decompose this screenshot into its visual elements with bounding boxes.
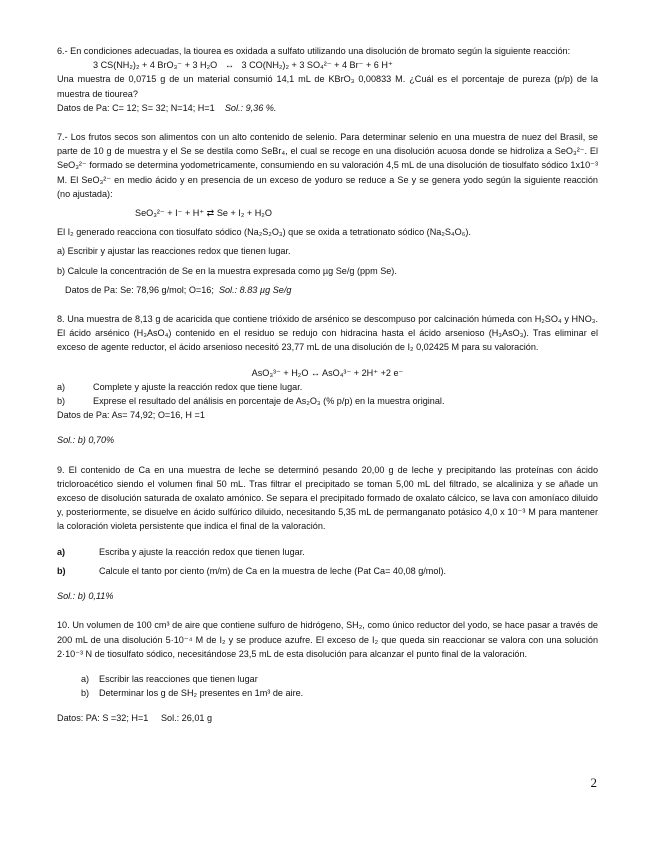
problem-8 [57, 312, 598, 448]
item-label: b) [57, 396, 66, 407]
problem-6-data-line [57, 101, 598, 115]
item-label: b) [57, 565, 66, 576]
equation-lhs: 3 CS(NH₂)₂ + 4 BrO₃⁻ + 3 H₂O [93, 60, 218, 71]
problem-10-part-b [57, 686, 598, 700]
problem-9-part-a [57, 545, 598, 559]
item-label: a) [81, 673, 90, 684]
item-text: Escribir las reacciones que tienen lugar [99, 673, 258, 684]
item-label: b) [81, 688, 90, 699]
problem-6 [57, 44, 598, 115]
problem-10-data-line: Datos: PA: S =32; H=1 Sol.: 26,01 g [57, 713, 213, 724]
problem-10-part-a [57, 672, 598, 686]
problem-7-equation: SeO₃²⁻ + I⁻ + H⁺ ⇄ Se + I₂ + H₂O [135, 208, 272, 219]
problem-6-question: Una muestra de 0,0715 g de un material consumió 14,1 mL de KBrO₃ 0,00833 M. ¿Cuál es el porcentaje de pureza (p/p) de la muestra de tiourea? [57, 74, 598, 99]
item-label: a) [57, 381, 66, 392]
problem-9-solution: Sol.: b) 0,11% [57, 591, 114, 602]
problem-10 [57, 618, 598, 725]
problem-7 [57, 130, 598, 297]
problem-9 [57, 463, 598, 604]
item-text: Exprese el resultado del análisis en porcentaje de As₂O₃ (% p/p) en la muestra original. [93, 396, 445, 407]
problem-6-equation [57, 58, 598, 72]
problem-10-statement: 10. Un volumen de 100 cm³ de aire que contiene sulfuro de hidrógeno, SH₂, como único reductor del yodo, se hace pasar a través de 200 mL de una disolución 5·10⁻⁴ M de I₂ y se produce azufre. El exceso de I₂ que queda sin reaccionar se valora con una solución 2·10⁻³ N de tiosulfato sódico, necesitándose 23,5 mL de esta disolución para alcanzar el punto final de la valoración. [57, 620, 598, 659]
atomic-weights: Datos de Pa: C= 12; S= 32; N=14; H=1 [57, 102, 215, 113]
problem-7-iodine-text: El I₂ generado reacciona con tiosulfato sódico (Na₂S₂O₃) que se oxida a tetrationato sódico (Na₂S₄O₆). [57, 227, 471, 238]
problem-7-part-a: a) Escribir y ajustar las reacciones redox que tienen lugar. [57, 246, 291, 257]
problem-8-part-b [57, 394, 598, 408]
item-text: Complete y ajuste la reacción redox que tiene lugar. [93, 381, 303, 392]
item-text: Determinar los g de SH₂ presentes en 1m³ de aire. [99, 688, 304, 699]
item-label: a) [57, 546, 66, 557]
problem-8-statement: 8. Una muestra de 8,13 g de acaricida que contiene trióxido de arsénico se descompuso por calcinación húmeda con H₂SO₄ y HNO₃. El ácido arsénico (H₃AsO₄) contenido en el residuo se redujo con hidracina hasta el ácido arsenioso (H₃AsO₃). Tras eliminar el exceso de agente reductor, el ácido arsenioso necesitó 23,77 mL de una disolución de I₂ 0,02425 M para su valoración. [57, 314, 598, 353]
problem-7-part-b: b) Calcule la concentración de Se en la muestra expresada como µg Se/g (ppm Se). [57, 265, 397, 276]
solution: Sol.: 8.83 µg Se/g [218, 284, 292, 295]
solution: Sol.: 9,36 %. [224, 102, 277, 113]
problem-8-atomic-weights: Datos de Pa: As= 74,92; O=16, H =1 [57, 410, 205, 421]
item-text: Escriba y ajuste la reacción redox que tienen lugar. [99, 546, 305, 557]
equilibrium-arrow: ↔ [224, 60, 234, 71]
equation-rhs: 3 CO(NH₂)₂ + 3 SO₄²⁻ + 4 Br⁻ + 6 H⁺ [241, 60, 393, 71]
problem-8-part-a [57, 380, 598, 394]
problem-9-part-b [57, 564, 598, 578]
problem-8-equation: AsO₃³⁻ + H₂O ↔ AsO₄³⁻ + 2H⁺ +2 e⁻ [251, 367, 404, 378]
page-number: 2 [590, 775, 597, 790]
atomic-weights: Datos de Pa: Se: 78,96 g/mol; O=16; [65, 284, 214, 295]
problem-8-solution: Sol.: b) 0,70% [57, 435, 115, 446]
document-page [57, 44, 598, 726]
problem-6-statement: 6.- En condiciones adecuadas, la tiourea es oxidada a sulfato utilizando una disolución de bromato según la siguiente reacción: [57, 46, 571, 56]
item-text: Calcule el tanto por ciento (m/m) de Ca en la muestra de leche (Pat Ca= 40,08 g/mol). [99, 565, 446, 576]
problem-7-statement: 7.- Los frutos secos son alimentos con un alto contenido de selenio. Para determinar selenio en una muestra de nuez del Brasil, se parte de 10 g de muestra y el Se se destila como SeBr₄, el cual se recoge en una disolución acuosa donde se hidroliza a SeO₃²⁻. El SeO₃²⁻ formado se determina yodometricamente, consumiendo en su valoración 4,5 mL de una disolución de tiosulfato sódico 1x10⁻³ M. El SeO₃²⁻ en medio ácido y en presencia de un exceso de yoduro se reduce a Se y se genera yodo según la siguiente reacción (no ajustada): [57, 132, 598, 199]
problem-9-statement: 9. El contenido de Ca en una muestra de leche se determinó pesando 20,00 g de leche y precipitando las proteínas con ácido tricloroacético siendo el volumen final 50 mL. Tras filtrar el precipitado se toman 5,00 mL del filtrado, se alcaliniza y se añade un exceso de disolución saturada de oxalato amónico. Se separa el precipitado formado de oxalato cálcico, se lava con amoníaco diluido y, posteriormente, se disuelve en ácido sulfúrico diluido, necesitando 5,35 mL de permanganato potásico 4,0 x 10⁻³ M para mantener la coloración violeta persistente que indica el final de la valoración. [57, 464, 598, 532]
problem-7-data-line [57, 283, 598, 297]
